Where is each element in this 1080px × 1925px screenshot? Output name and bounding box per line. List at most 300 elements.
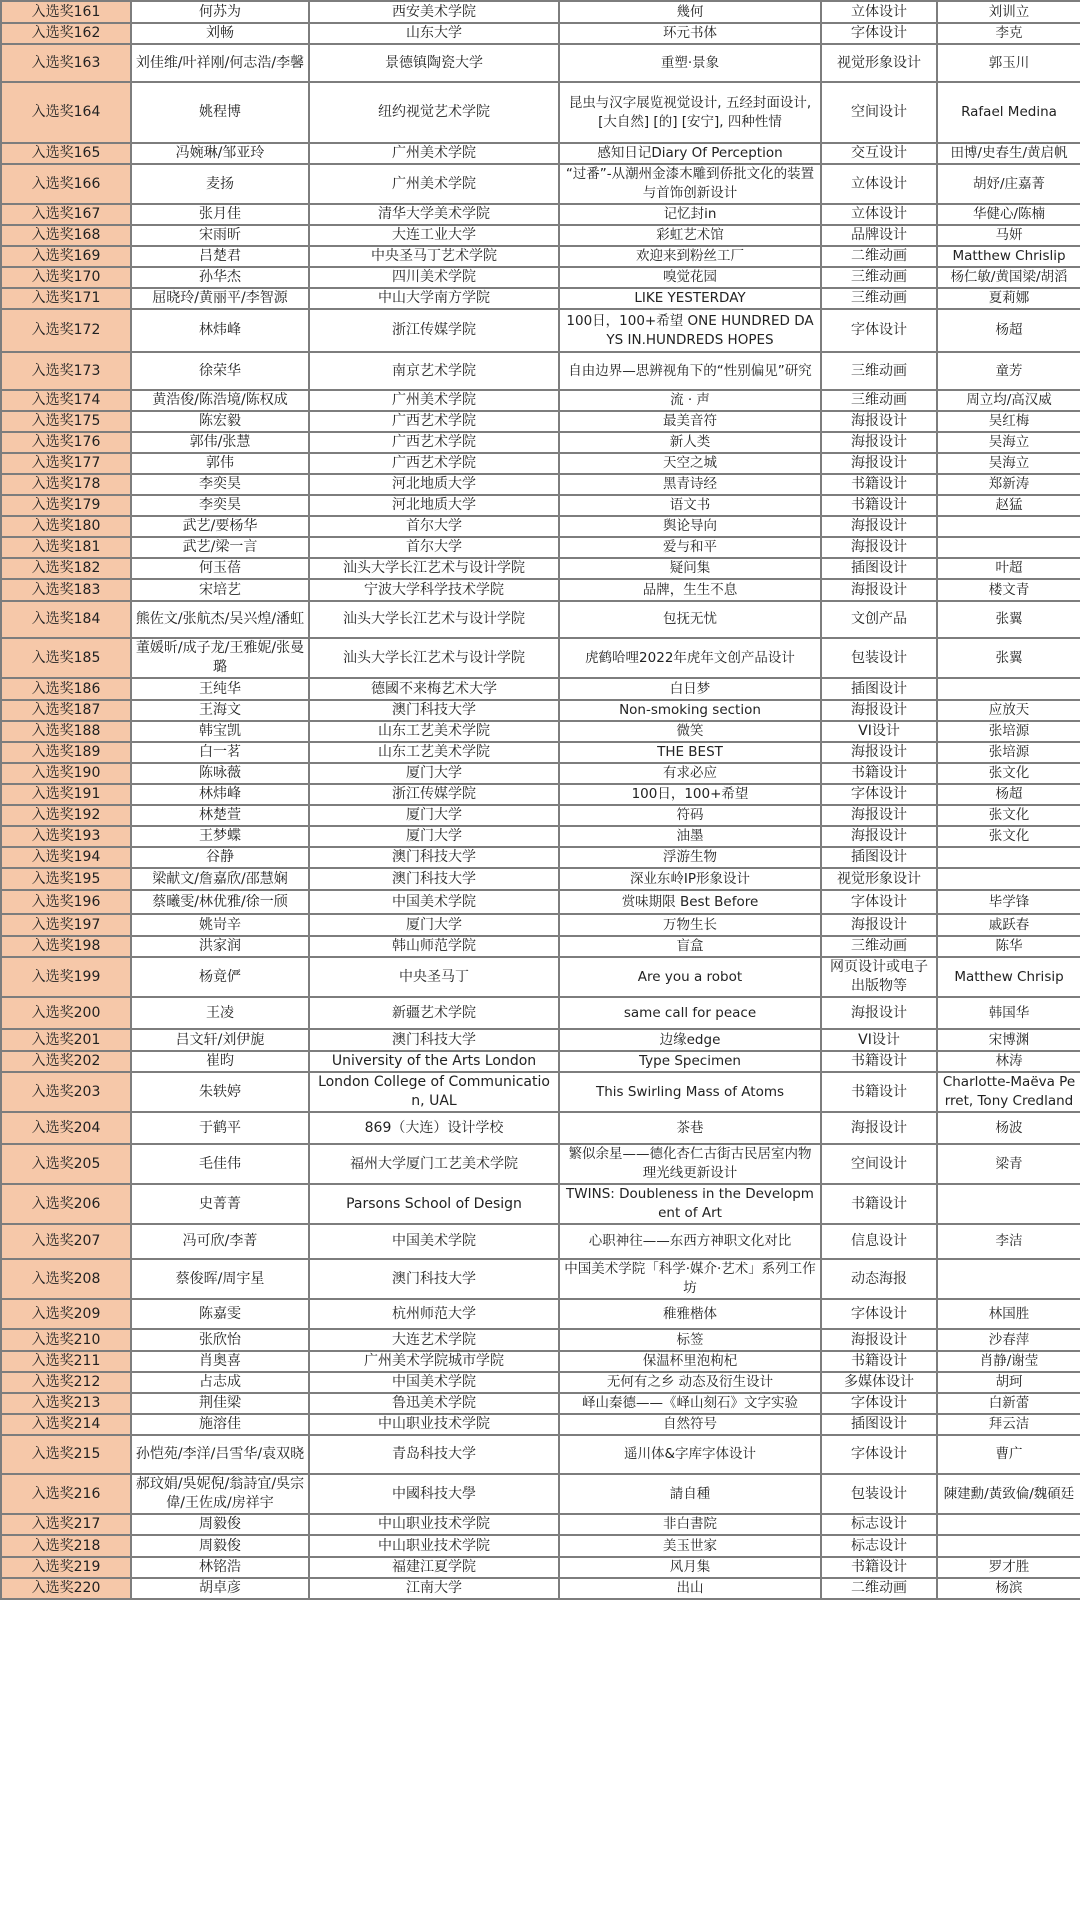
school-cell: 869（大连）设计学校 [309,1112,559,1144]
instructor-cell: 吴海立 [937,453,1080,474]
school-cell: 河北地质大学 [309,474,559,495]
author-cell: 武艺/梁一言 [131,537,309,558]
table-row [1,763,1080,784]
table-row [1,82,1080,143]
school-cell: University of the Arts London [309,1051,559,1072]
author-cell: 周毅俊 [131,1535,309,1557]
work-title-cell: 最美音符 [559,411,821,432]
table-row [1,1578,1080,1599]
school-cell: 厦门大学 [309,763,559,784]
school-cell: 鲁迅美术学院 [309,1393,559,1414]
school-cell: 中山职业技术学院 [309,1514,559,1535]
category-cell: 海报设计 [821,805,937,826]
category-cell: 字体设计 [821,23,937,44]
school-cell: 浙江传媒学院 [309,309,559,352]
school-cell: 德國不来梅艺术大学 [309,678,559,700]
award-cell: 入选奖167 [1,204,131,225]
work-title-cell: 幾何 [559,1,821,23]
work-title-cell: 自然符号 [559,1414,821,1435]
work-title-cell: 风月集 [559,1557,821,1578]
school-cell: 山东工艺美术学院 [309,721,559,742]
author-cell: 毛佳伟 [131,1144,309,1184]
instructor-cell: 林国胜 [937,1299,1080,1329]
award-cell: 入选奖165 [1,143,131,164]
instructor-cell [937,537,1080,558]
work-title-cell: 浮游生物 [559,847,821,868]
school-cell: 中山职业技术学院 [309,1535,559,1557]
school-cell: Parsons School of Design [309,1184,559,1224]
award-cell: 入选奖214 [1,1414,131,1435]
author-cell: 陈嘉雯 [131,1299,309,1329]
table-row [1,267,1080,288]
school-cell: 澳门科技大学 [309,1029,559,1051]
instructor-cell: 夏莉娜 [937,288,1080,309]
author-cell: 陈宏毅 [131,411,309,432]
author-cell: 黄浩俊/陈浩境/陈权成 [131,390,309,411]
table-row [1,1112,1080,1144]
school-cell: 广州美术学院 [309,390,559,411]
author-cell: 朱轶婷 [131,1072,309,1112]
author-cell: 林炜峰 [131,784,309,805]
table-row [1,495,1080,516]
school-cell: 首尔大学 [309,537,559,558]
award-cell: 入选奖200 [1,997,131,1029]
school-cell: 大连艺术学院 [309,1329,559,1351]
instructor-cell: Matthew Chrislip [937,246,1080,267]
table-row [1,1144,1080,1184]
school-cell: 纽约视觉艺术学院 [309,82,559,143]
author-cell: 冯可欣/李菁 [131,1224,309,1259]
work-title-cell: 微笑 [559,721,821,742]
instructor-cell: 张文化 [937,805,1080,826]
table-row [1,1072,1080,1112]
table-row [1,1224,1080,1259]
award-cell: 入选奖193 [1,826,131,847]
category-cell: 三维动画 [821,267,937,288]
category-cell: 字体设计 [821,890,937,914]
instructor-cell: 陳建勳/黃致倫/魏碩廷 [937,1474,1080,1514]
table-row [1,352,1080,390]
award-cell: 入选奖163 [1,44,131,82]
school-cell: 南京艺术学院 [309,352,559,390]
instructor-cell: 白新蕾 [937,1393,1080,1414]
category-cell: 文创产品 [821,601,937,638]
author-cell: 武艺/要杨华 [131,516,309,537]
award-cell: 入选奖179 [1,495,131,516]
category-cell: 空间设计 [821,82,937,143]
author-cell: 郭伟 [131,453,309,474]
work-title-cell: Type Specimen [559,1051,821,1072]
school-cell: 广西艺术学院 [309,453,559,474]
category-cell: 海报设计 [821,579,937,601]
instructor-cell: 叶超 [937,558,1080,579]
table-row [1,309,1080,352]
school-cell: 中國科技大學 [309,1474,559,1514]
table-row [1,890,1080,914]
category-cell: 插图设计 [821,678,937,700]
work-title-cell: 环元书体 [559,23,821,44]
school-cell: 广西艺术学院 [309,432,559,453]
school-cell: 汕头大学长江艺术与设计学院 [309,601,559,638]
award-cell: 入选奖217 [1,1514,131,1535]
instructor-cell: 童芳 [937,352,1080,390]
category-cell: 网页设计或电子出版物等 [821,957,937,997]
work-title-cell: 舆论导向 [559,516,821,537]
author-cell: 何玉蓓 [131,558,309,579]
award-cell: 入选奖208 [1,1259,131,1299]
instructor-cell [937,868,1080,890]
table-row [1,143,1080,164]
author-cell: 周毅俊 [131,1514,309,1535]
author-cell: 王凌 [131,997,309,1029]
award-cell: 入选奖202 [1,1051,131,1072]
instructor-cell [937,678,1080,700]
work-title-cell: 疑问集 [559,558,821,579]
school-cell: 中央圣马丁艺术学院 [309,246,559,267]
author-cell: 梁献文/詹嘉欣/邵慧娴 [131,868,309,890]
table-row [1,1557,1080,1578]
author-cell: 王纯华 [131,678,309,700]
category-cell: 海报设计 [821,826,937,847]
award-cell: 入选奖190 [1,763,131,784]
school-cell: 清华大学美术学院 [309,204,559,225]
school-cell: 厦门大学 [309,826,559,847]
instructor-cell: 胡珂 [937,1372,1080,1393]
category-cell: 插图设计 [821,847,937,868]
award-cell: 入选奖209 [1,1299,131,1329]
work-title-cell: 自由边界—思辨视角下的“性别偏见”研究 [559,352,821,390]
author-cell: 洪家润 [131,936,309,957]
author-cell: 吕文轩/刘伊旎 [131,1029,309,1051]
category-cell: 三维动画 [821,288,937,309]
table-row [1,579,1080,601]
award-cell: 入选奖197 [1,914,131,936]
work-title-cell: 昆虫与汉字展览视觉设计, 五经封面设计, [大自然] [的] [安宁], 四种性情 [559,82,821,143]
award-cell: 入选奖206 [1,1184,131,1224]
work-title-cell: 保温杯里泡枸杞 [559,1351,821,1372]
table-row [1,1,1080,23]
category-cell: 多媒体设计 [821,1372,937,1393]
instructor-cell: 李克 [937,23,1080,44]
instructor-cell: 刘训立 [937,1,1080,23]
instructor-cell [937,516,1080,537]
table-row [1,1259,1080,1299]
award-cell: 入选奖185 [1,638,131,678]
school-cell: 四川美术学院 [309,267,559,288]
instructor-cell: 郑新涛 [937,474,1080,495]
author-cell: 王海文 [131,700,309,721]
work-title-cell: 稚雅楷体 [559,1299,821,1329]
work-title-cell: 心职神往——东西方神职文化对比 [559,1224,821,1259]
table-row [1,1184,1080,1224]
instructor-cell: 宋博渊 [937,1029,1080,1051]
author-cell: 杨竟俨 [131,957,309,997]
work-title-cell: 繁似余星——德化杏仁古街古民居室内物理光线更新设计 [559,1144,821,1184]
table-row [1,1414,1080,1435]
school-cell: 汕头大学长江艺术与设计学院 [309,558,559,579]
category-cell: 海报设计 [821,537,937,558]
school-cell: 澳门科技大学 [309,700,559,721]
table-row [1,411,1080,432]
work-title-cell: 记忆封in [559,204,821,225]
author-cell: 崔昀 [131,1051,309,1072]
table-row [1,868,1080,890]
table-row [1,44,1080,82]
table-row [1,721,1080,742]
author-cell: 蔡俊晖/周宇星 [131,1259,309,1299]
category-cell: 书籍设计 [821,495,937,516]
work-title-cell: 赏味期限 Best Before [559,890,821,914]
award-cell: 入选奖204 [1,1112,131,1144]
category-cell: 海报设计 [821,432,937,453]
award-cell: 入选奖194 [1,847,131,868]
category-cell: 三维动画 [821,936,937,957]
award-cell: 入选奖215 [1,1435,131,1474]
author-cell: 姚程博 [131,82,309,143]
author-cell: 荆佳梁 [131,1393,309,1414]
author-cell: 林楚萱 [131,805,309,826]
author-cell: 孙华杰 [131,267,309,288]
category-cell: 书籍设计 [821,474,937,495]
instructor-cell: 杨超 [937,784,1080,805]
category-cell: 品牌设计 [821,225,937,246]
table-row [1,847,1080,868]
school-cell: 中国美术学院 [309,1372,559,1393]
school-cell: 澳门科技大学 [309,1259,559,1299]
work-title-cell: 中国美术学院「科学·媒介·艺术」系列工作坊 [559,1259,821,1299]
award-cell: 入选奖216 [1,1474,131,1514]
work-title-cell: 无何有之乡 动态及衍生设计 [559,1372,821,1393]
award-cell: 入选奖162 [1,23,131,44]
work-title-cell: Non-smoking section [559,700,821,721]
category-cell: 海报设计 [821,1112,937,1144]
table-row [1,288,1080,309]
instructor-cell: 杨仁敏/黄国梁/胡滔 [937,267,1080,288]
author-cell: 蔡曦雯/林优雅/徐一颀 [131,890,309,914]
author-cell: 冯婉琳/邹亚玲 [131,143,309,164]
award-cell: 入选奖186 [1,678,131,700]
work-title-cell: 出山 [559,1578,821,1599]
work-title-cell: 万物生长 [559,914,821,936]
category-cell: 二维动画 [821,1578,937,1599]
table-row [1,957,1080,997]
work-title-cell: 重塑·景象 [559,44,821,82]
author-cell: 李奕昊 [131,495,309,516]
work-title-cell: 边缘edge [559,1029,821,1051]
table-row [1,936,1080,957]
school-cell: 山东大学 [309,23,559,44]
work-title-cell: 彩虹艺术馆 [559,225,821,246]
award-cell: 入选奖210 [1,1329,131,1351]
school-cell: 澳门科技大学 [309,847,559,868]
table-row [1,246,1080,267]
award-cell: 入选奖170 [1,267,131,288]
category-cell: 字体设计 [821,1393,937,1414]
category-cell: 字体设计 [821,1299,937,1329]
work-title-cell: 白日梦 [559,678,821,700]
instructor-cell: 杨滨 [937,1578,1080,1599]
category-cell: 海报设计 [821,411,937,432]
table-row [1,1372,1080,1393]
instructor-cell: 田博/史春生/黄启帆 [937,143,1080,164]
author-cell: 肖奥喜 [131,1351,309,1372]
instructor-cell: 曹广 [937,1435,1080,1474]
category-cell: 海报设计 [821,516,937,537]
author-cell: 张月佳 [131,204,309,225]
instructor-cell: 赵猛 [937,495,1080,516]
table-row [1,638,1080,678]
instructor-cell: 周立均/高汉威 [937,390,1080,411]
school-cell: 韩山师范学院 [309,936,559,957]
instructor-cell: 胡妤/庄嘉菁 [937,164,1080,204]
work-title-cell: 油墨 [559,826,821,847]
table-row [1,432,1080,453]
category-cell: 视觉形象设计 [821,868,937,890]
work-title-cell: This Swirling Mass of Atoms [559,1072,821,1112]
author-cell: 何苏为 [131,1,309,23]
school-cell: 中山职业技术学院 [309,1414,559,1435]
category-cell: 书籍设计 [821,1184,937,1224]
award-cell: 入选奖188 [1,721,131,742]
instructor-cell: 梁青 [937,1144,1080,1184]
category-cell: 海报设计 [821,914,937,936]
author-cell: 徐荣华 [131,352,309,390]
author-cell: 刘畅 [131,23,309,44]
award-cell: 入选奖182 [1,558,131,579]
award-cell: 入选奖211 [1,1351,131,1372]
category-cell: 信息设计 [821,1224,937,1259]
school-cell: 中国美术学院 [309,890,559,914]
award-cell: 入选奖199 [1,957,131,997]
category-cell: 插图设计 [821,1414,937,1435]
award-cell: 入选奖196 [1,890,131,914]
category-cell: 海报设计 [821,997,937,1029]
instructor-cell: 吴海立 [937,432,1080,453]
table-row [1,453,1080,474]
table-row [1,914,1080,936]
category-cell: 字体设计 [821,1435,937,1474]
instructor-cell [937,1514,1080,1535]
instructor-cell [937,1535,1080,1557]
category-cell: VI设计 [821,721,937,742]
award-cell: 入选奖213 [1,1393,131,1414]
award-cell: 入选奖174 [1,390,131,411]
author-cell: 屈晓玲/黄丽平/李智源 [131,288,309,309]
category-cell: 标志设计 [821,1535,937,1557]
work-title-cell: 遥川体&字库字体设计 [559,1435,821,1474]
instructor-cell: Rafael Medina [937,82,1080,143]
category-cell: 海报设计 [821,700,937,721]
school-cell: 广州美术学院城市学院 [309,1351,559,1372]
category-cell: 字体设计 [821,784,937,805]
instructor-cell: Matthew Chrisip [937,957,1080,997]
work-title-cell: 标签 [559,1329,821,1351]
author-cell: 张欣怡 [131,1329,309,1351]
school-cell: 首尔大学 [309,516,559,537]
instructor-cell: 应放天 [937,700,1080,721]
award-cell: 入选奖187 [1,700,131,721]
school-cell: 广州美术学院 [309,164,559,204]
school-cell: 中山大学南方学院 [309,288,559,309]
instructor-cell: 杨波 [937,1112,1080,1144]
category-cell: 立体设计 [821,204,937,225]
school-cell: London College of Communication, UAL [309,1072,559,1112]
table-row [1,204,1080,225]
award-cell: 入选奖161 [1,1,131,23]
work-title-cell: 欢迎来到粉丝工厂 [559,246,821,267]
work-title-cell: 嗅觉花园 [559,267,821,288]
author-cell: 刘佳维/叶祥刚/何志浩/李馨 [131,44,309,82]
award-cell: 入选奖192 [1,805,131,826]
award-cell: 入选奖177 [1,453,131,474]
category-cell: 书籍设计 [821,1051,937,1072]
work-title-cell: 天空之城 [559,453,821,474]
category-cell: 视觉形象设计 [821,44,937,82]
award-cell: 入选奖180 [1,516,131,537]
author-cell: 姚岢辛 [131,914,309,936]
work-title-cell: 语文书 [559,495,821,516]
work-title-cell: 爱与和平 [559,537,821,558]
school-cell: 厦门大学 [309,914,559,936]
instructor-cell: 李洁 [937,1224,1080,1259]
school-cell: 江南大学 [309,1578,559,1599]
category-cell: 书籍设计 [821,763,937,784]
author-cell: 白一茗 [131,742,309,763]
category-cell: 海报设计 [821,742,937,763]
award-cell: 入选奖183 [1,579,131,601]
table-row [1,164,1080,204]
table-row [1,742,1080,763]
instructor-cell: 张培源 [937,742,1080,763]
school-cell: 新疆艺术学院 [309,997,559,1029]
author-cell: 麦扬 [131,164,309,204]
work-title-cell: THE BEST [559,742,821,763]
school-cell: 山东工艺美术学院 [309,742,559,763]
work-title-cell: 包抚无忧 [559,601,821,638]
category-cell: 三维动画 [821,352,937,390]
work-title-cell: 黑青诗经 [559,474,821,495]
table-row [1,537,1080,558]
instructor-cell: 马妍 [937,225,1080,246]
instructor-cell: 陈华 [937,936,1080,957]
table-row [1,805,1080,826]
instructor-cell [937,1259,1080,1299]
instructor-cell: 张翼 [937,638,1080,678]
instructor-cell: 罗才胜 [937,1557,1080,1578]
table-row [1,678,1080,700]
category-cell: 包装设计 [821,638,937,678]
table-row [1,23,1080,44]
author-cell: 谷静 [131,847,309,868]
table-row [1,558,1080,579]
award-cell: 入选奖207 [1,1224,131,1259]
table-row [1,1329,1080,1351]
table-row [1,1535,1080,1557]
instructor-cell: 张培源 [937,721,1080,742]
instructor-cell: 戚跃春 [937,914,1080,936]
category-cell: 海报设计 [821,453,937,474]
category-cell: 书籍设计 [821,1351,937,1372]
author-cell: 孙恺苑/李洋/吕雪华/袁双晓 [131,1435,309,1474]
table-row [1,1351,1080,1372]
table-row [1,474,1080,495]
table-row [1,1474,1080,1514]
award-cell: 入选奖178 [1,474,131,495]
school-cell: 景德镇陶瓷大学 [309,44,559,82]
author-cell: 陈咏薇 [131,763,309,784]
instructor-cell: 杨超 [937,309,1080,352]
table-row [1,390,1080,411]
